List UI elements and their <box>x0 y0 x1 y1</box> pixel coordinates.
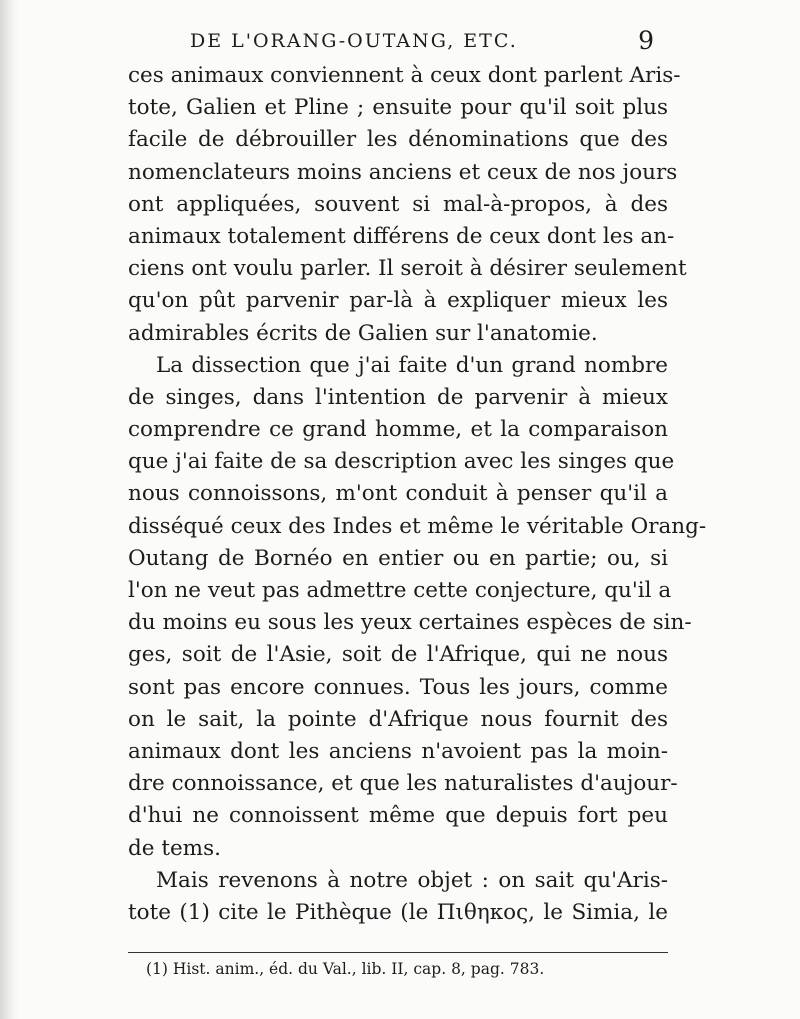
page-number: 9 <box>638 26 654 55</box>
text-line: animaux totalement différens de ceux dont les an- <box>128 223 675 249</box>
running-title: DE L'ORANG-OUTANG, ETC. <box>190 30 518 52</box>
text-line: admirables écrits de Galien sur l'anatomie. <box>128 320 598 346</box>
text-line: que j'ai faite de sa description avec les singes que <box>128 449 675 475</box>
text-line: ces animaux conviennent à ceux dont parlent Aris- <box>128 63 681 88</box>
text-line: Outang de Bornéo en entier ou en partie; ou, si <box>128 545 668 571</box>
page-gutter-shadow <box>0 0 18 1019</box>
text-line: tote, Galien et Pline ; ensuite pour qu'il soit plus <box>128 95 668 121</box>
footnote: (1) Hist. anim., éd. du Val., lib. II, cap. 8, pag. 783. <box>146 960 545 978</box>
text-line: comprendre ce grand homme, et la comparaison <box>128 417 668 443</box>
text-line: qu'on pût parvenir par-là à expliquer mieux les <box>128 288 668 314</box>
text-line: d'hui ne connoissent même que depuis fort peu <box>128 803 668 829</box>
text-line: tote (1) cite le Pithèque (le Πιθηκος, le Simia, le <box>128 899 668 925</box>
text-line: La dissection que j'ai faite d'un grand nombre <box>156 352 668 378</box>
text-line: animaux dont les anciens n'avoient pas la moin- <box>128 738 668 764</box>
text-line: on le sait, la pointe d'Afrique nous fournit des <box>128 706 668 732</box>
text-line: ges, soit de l'Asie, soit de l'Afrique, qui ne nous <box>128 642 668 668</box>
footnote-rule <box>128 952 668 953</box>
text-line: ciens ont voulu parler. Il seroit à désirer seulement <box>128 256 687 282</box>
text-line: disséqué ceux des Indes et même le véritable Orang- <box>128 513 707 539</box>
text-line: de tems. <box>128 835 221 861</box>
text-line: nous connoissons, m'ont conduit à penser qu'il a <box>128 481 668 507</box>
text-line: facile de débrouiller les dénominations que des <box>128 127 668 153</box>
text-line: dre connoissance, et que les naturalistes d'aujour- <box>128 771 678 797</box>
text-line: sont pas encore connues. Tous les jours, comme <box>128 674 668 700</box>
text-line: l'on ne veut pas admettre cette conjecture, qu'il a <box>128 578 672 603</box>
text-line: ont appliquées, souvent si mal-à-propos, à des <box>128 191 668 217</box>
text-line: nomenclateurs moins anciens et ceux de nos jours <box>128 159 678 185</box>
paragraph-1 <box>128 60 687 350</box>
running-head <box>190 28 660 58</box>
text-line: de singes, dans l'intention de parvenir à mieux <box>128 384 668 410</box>
text-line: du moins eu sous les yeux certaines espèces de sin- <box>128 610 692 636</box>
paragraph-3 <box>128 865 668 929</box>
body-text <box>128 60 707 929</box>
paragraph-2 <box>128 350 707 865</box>
text-line: Mais revenons à notre objet : on sait qu'Aris- <box>156 867 668 893</box>
